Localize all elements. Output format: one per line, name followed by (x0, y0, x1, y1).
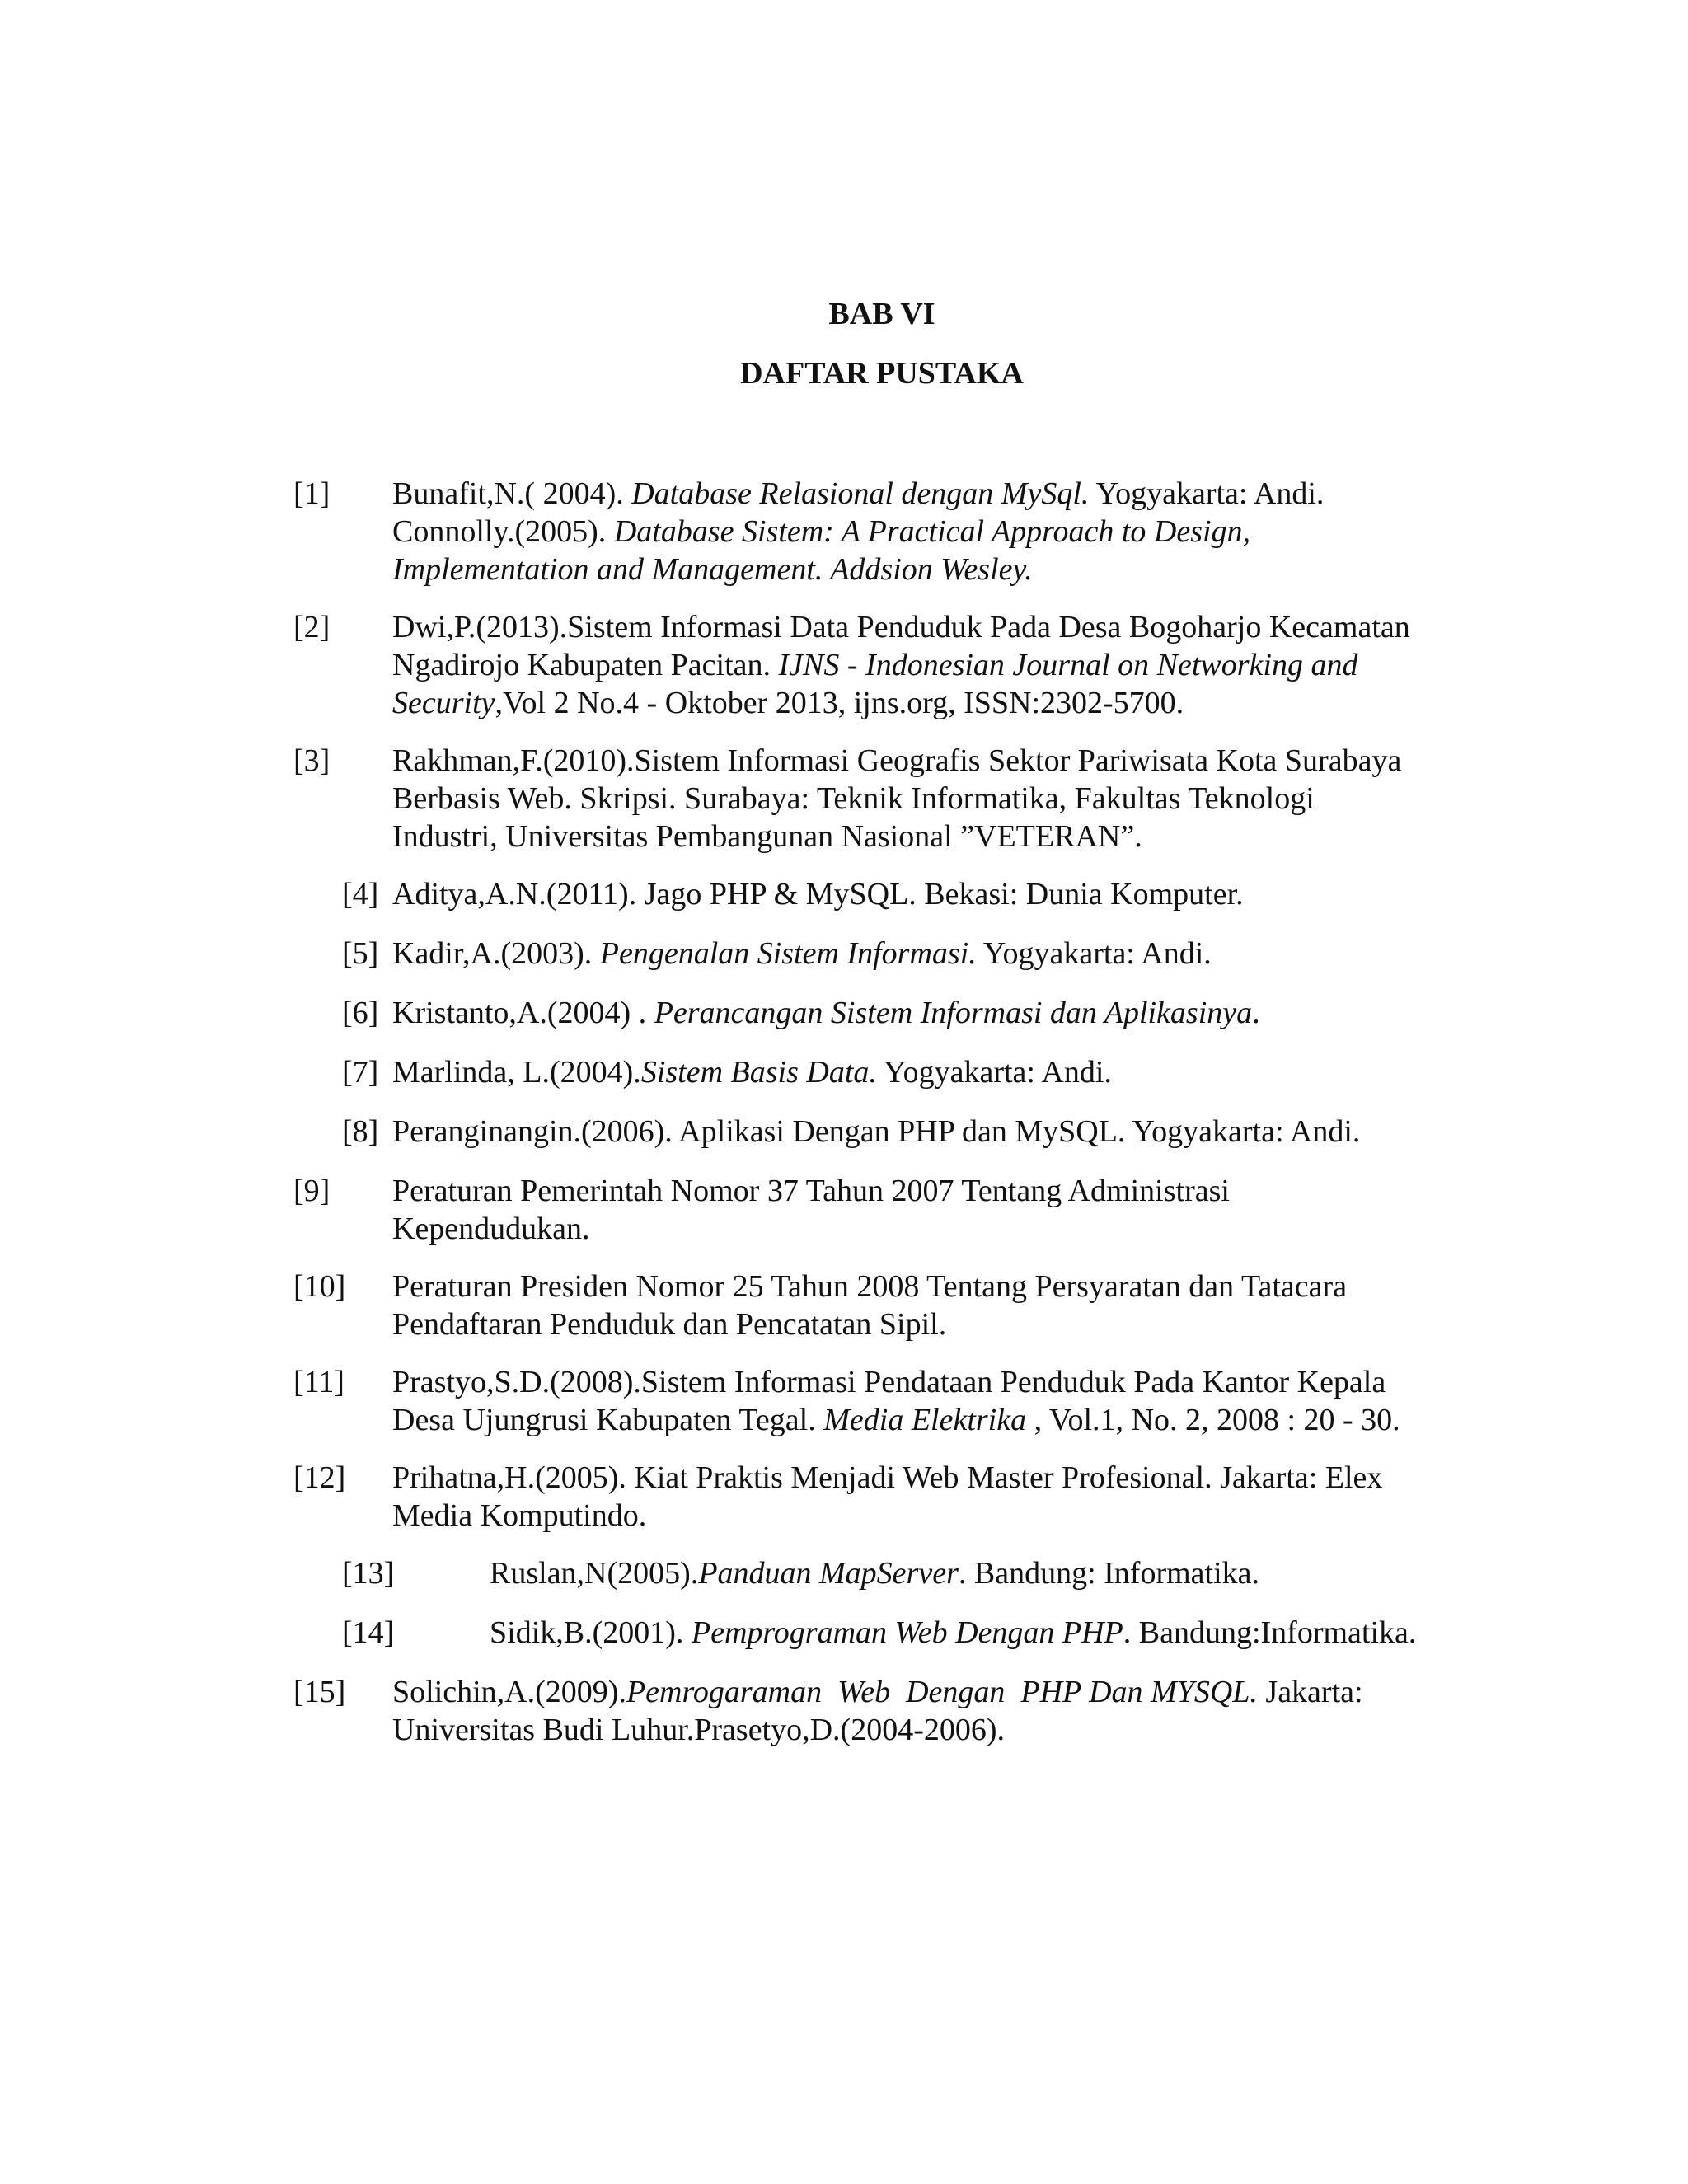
text-segment: Kadir,A.(2003). (392, 936, 600, 971)
text-segment: ,Vol 2 No.4 - Oktober 2013, ijns.org, ISSN:2302-5700. (495, 686, 1184, 720)
reference-number: [5] (342, 936, 379, 971)
reference-line (392, 1113, 1360, 1151)
text-segment: Industri, Universitas Pembangunan Nasional ”VETERAN”. (392, 819, 1142, 854)
reference-number: [7] (342, 1055, 379, 1090)
text-segment: Peranginangin.(2006). Aplikasi Dengan PHP dan MySQL. Yogyakarta: Andi. (392, 1114, 1361, 1149)
text-segment: Peraturan Presiden Nomor 25 Tahun 2008 Tentang Persyaratan dan Tatacara (392, 1269, 1348, 1304)
text-segment: Media Komputindo. (392, 1498, 647, 1533)
text-segment: Peraturan Pemerintah Nomor 37 Tahun 2007 Tentang Administrasi (392, 1174, 1230, 1208)
text-segment: Aditya,A.N.(2011). Jago PHP & MySQL. Bekasi: Dunia Komputer. (392, 877, 1244, 912)
reference-number: [12] (293, 1460, 346, 1495)
reference-line (392, 1459, 1382, 1497)
reference-line (392, 1268, 1347, 1305)
reference-number: [1] (293, 476, 331, 511)
text-segment: Sidik,B.(2001). (490, 1615, 692, 1650)
reference-number: [8] (342, 1114, 379, 1149)
reference-number: [11] (293, 1365, 345, 1399)
reference-line (392, 1673, 1363, 1711)
italic-title: IJNS - Indonesian Journal on Networking and (778, 648, 1358, 682)
text-segment: , Vol.1, No. 2, 2008 : 20 - 30. (1026, 1403, 1400, 1437)
reference-number: [15] (293, 1675, 346, 1709)
reference-number: [10] (293, 1269, 346, 1304)
reference-line (490, 1554, 1259, 1592)
reference-number: [14] (342, 1615, 395, 1650)
reference-line (392, 1401, 1400, 1439)
text-segment: Yogyakarta: Andi. (976, 936, 1212, 971)
reference-text (392, 1673, 1363, 1749)
text-segment: Rakhman,F.(2010).Sistem Informasi Geografis Sektor Pariwisata Kota Surabaya (392, 743, 1402, 778)
text-segment: . (1252, 996, 1260, 1030)
italic-title: Panduan MapServer (698, 1556, 959, 1591)
reference-line (392, 935, 1212, 972)
text-segment: Desa Ujungrusi Kabupaten Tegal. (392, 1403, 824, 1437)
reference-line (392, 1172, 1230, 1210)
reference-number: [3] (293, 743, 331, 778)
reference-number: [4] (342, 877, 379, 912)
text-segment: Berbasis Web. Skripsi. Surabaya: Teknik Informatika, Fakultas Teknologi (392, 781, 1315, 816)
text-segment: Kristanto,A.(2004) . (392, 996, 654, 1030)
reference-text (490, 1554, 1259, 1592)
reference-line (392, 1363, 1400, 1401)
text-segment: Ruslan,N(2005). (490, 1556, 699, 1591)
text-segment: Yogyakarta: Andi. (1089, 476, 1325, 511)
reference-line (490, 1614, 1416, 1652)
italic-title: Perancangan Sistem Informasi dan Aplikasinya (654, 996, 1253, 1030)
text-segment: . Bandung:Informatika. (1123, 1615, 1417, 1650)
text-segment: Prastyo,S.D.(2008).Sistem Informasi Pendataan Penduduk Pada Kantor Kepala (392, 1365, 1386, 1399)
reference-text (392, 1172, 1230, 1248)
italic-title: Database Sistem: A Practical Approach to Design, (613, 514, 1251, 549)
reference-line (392, 1053, 1112, 1091)
reference-line (392, 475, 1324, 513)
text-segment: Yogyakarta: Andi. (876, 1055, 1112, 1090)
reference-text (392, 742, 1401, 855)
text-segment: Connolly.(2005). (392, 514, 614, 549)
reference-text (392, 1459, 1382, 1535)
reference-number: [2] (293, 610, 331, 644)
reference-text (392, 935, 1212, 972)
text-segment: Pendaftaran Penduduk dan Pencatatan Sipil. (392, 1307, 947, 1342)
text-segment: Kependudukan. (392, 1212, 590, 1246)
reference-text (392, 875, 1244, 913)
text-segment: Jakarta: (1257, 1675, 1363, 1709)
reference-text (392, 608, 1410, 722)
reference-line (392, 646, 1410, 684)
text-segment: Universitas Budi Luhur.Prasetyo,D.(2004-2006). (392, 1713, 1006, 1747)
reference-line (392, 1305, 1347, 1343)
reference-text (392, 1268, 1347, 1343)
text-segment: Prihatna,H.(2005). Kiat Praktis Menjadi Web Master Profesional. Jakarta: Elex (392, 1460, 1383, 1495)
reference-text (392, 1363, 1400, 1439)
reference-line (392, 608, 1410, 646)
reference-number: [6] (342, 996, 379, 1030)
reference-line (392, 875, 1244, 913)
chapter-heading: BAB VI (828, 297, 935, 331)
reference-line (392, 994, 1260, 1032)
italic-title: Pemprograman Web Dengan PHP (691, 1615, 1123, 1650)
italic-title: Database Relasional dengan MySql. (631, 476, 1090, 511)
page-title: DAFTAR PUSTAKA (740, 356, 1024, 391)
reference-line (392, 818, 1401, 855)
reference-text (392, 1053, 1112, 1091)
reference-text (392, 475, 1324, 588)
italic-title: Pengenalan Sistem Informasi. (599, 936, 977, 971)
italic-title: Pemrogaraman Web Dengan PHP Dan MYSQL. (626, 1675, 1258, 1709)
reference-line (392, 684, 1410, 722)
reference-line (392, 1711, 1363, 1749)
text-segment: Bunafit,N.( 2004). (392, 476, 632, 511)
text-segment: Dwi,P.(2013).Sistem Informasi Data Penduduk Pada Desa Bogoharjo Kecamatan (392, 610, 1410, 644)
reference-line (392, 742, 1401, 780)
italic-title: Sistem Basis Data. (640, 1055, 877, 1090)
reference-text (392, 994, 1260, 1032)
italic-title: Implementation and Management. Addsion Wesley. (392, 552, 1033, 587)
reference-line (392, 513, 1324, 551)
text-segment: Ngadirojo Kabupaten Pacitan. (392, 648, 779, 682)
reference-number: [13] (342, 1556, 395, 1591)
reference-text (392, 1113, 1360, 1151)
reference-line (392, 1210, 1230, 1248)
reference-text (490, 1614, 1416, 1652)
reference-line (392, 551, 1324, 588)
italic-title: Media Elektrika (823, 1403, 1027, 1437)
reference-line (392, 780, 1401, 818)
reference-number: [9] (293, 1174, 331, 1208)
text-segment: Solichin,A.(2009). (392, 1675, 626, 1709)
italic-title: Security (392, 686, 495, 720)
reference-line (392, 1497, 1382, 1535)
text-segment: Marlinda, L.(2004). (392, 1055, 641, 1090)
text-segment: . Bandung: Informatika. (958, 1556, 1259, 1591)
